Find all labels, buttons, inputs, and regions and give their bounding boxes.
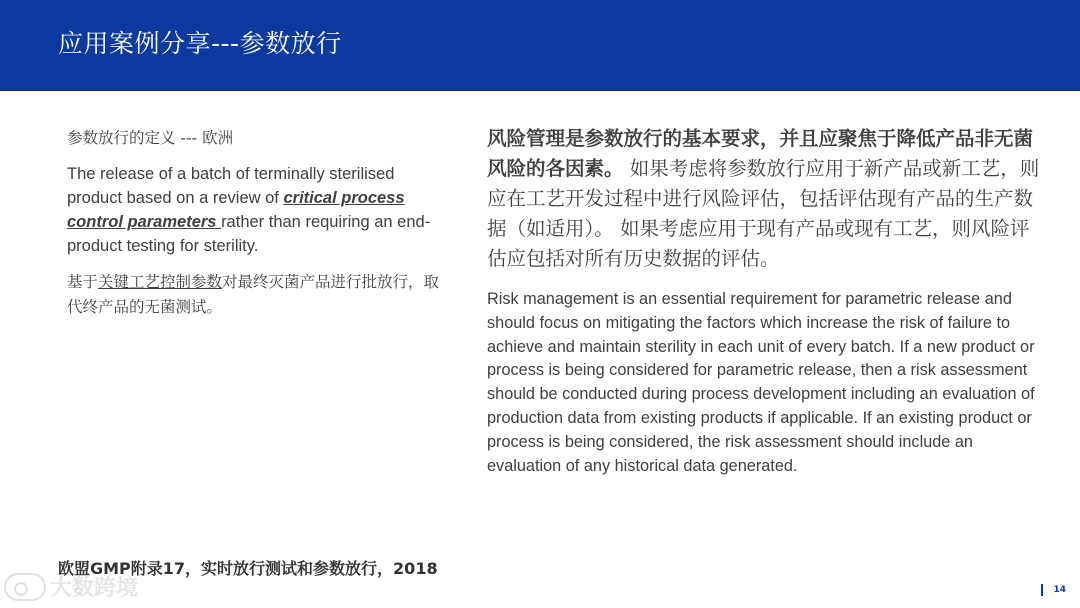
definition-en-keyword: critical process control parameters xyxy=(67,189,405,231)
page-number: 14 xyxy=(1053,585,1066,595)
risk-cn-bold: 风险管理是参数放行的基本要求，并且应聚焦于降低产品非无菌风险的各因素。 xyxy=(487,127,1034,180)
risk-management-section xyxy=(487,124,1047,478)
page-indicator xyxy=(1041,584,1066,596)
definition-cn-suffix: 对最终灭菌产品进行批放行，取代终产品的无菌测试。 xyxy=(67,273,440,316)
watermark-logo-icon xyxy=(4,573,46,601)
definition-cn-prefix: 基于 xyxy=(67,273,99,291)
definition-chinese xyxy=(67,270,447,320)
definition-cn-keyword: 关键工艺控制参数 xyxy=(98,273,223,291)
definition-en-part1: The release of a batch of terminally sterilised product based on a review of xyxy=(67,165,395,207)
definition-en-part2: rather than requiring an end-product testing for sterility. xyxy=(67,213,431,255)
page-divider xyxy=(1041,584,1043,596)
source-citation: 欧盟GMP附录17，实时放行测试和参数放行，2018 xyxy=(58,559,438,578)
definition-section xyxy=(67,126,447,320)
risk-chinese-paragraph xyxy=(487,124,1047,274)
slide-title: 应用案例分享---参数放行 xyxy=(58,29,342,58)
watermark xyxy=(4,571,138,602)
definition-heading: 参数放行的定义 --- 欧洲 xyxy=(67,129,234,147)
definition-english xyxy=(67,162,447,258)
watermark-text: 大数跨境 xyxy=(50,576,139,601)
title-banner xyxy=(0,0,1080,91)
risk-english-paragraph: Risk management is an essential requirement for parametric release and should focus on mitigating the factors which increase the risk of failure to achieve and maintain sterility in each unit of every batch. If a new product or process is being considered for parametric release, then a risk assessment should be conducted during process development including an evaluation of production data from existing products if applicable. If an existing product or process is being considered, the risk assessment should include an evaluation of any historical data generated. xyxy=(487,290,1035,475)
risk-cn-rest: 如果考虑将参数放行应用于新产品或新工艺，则应在工艺开发过程中进行风险评估，包括评估现有产品的生产数据（如适用）。 如果考虑应用于现有产品或现有工艺，则风险评估应包括对所有历史数据的评估。 xyxy=(487,157,1040,270)
